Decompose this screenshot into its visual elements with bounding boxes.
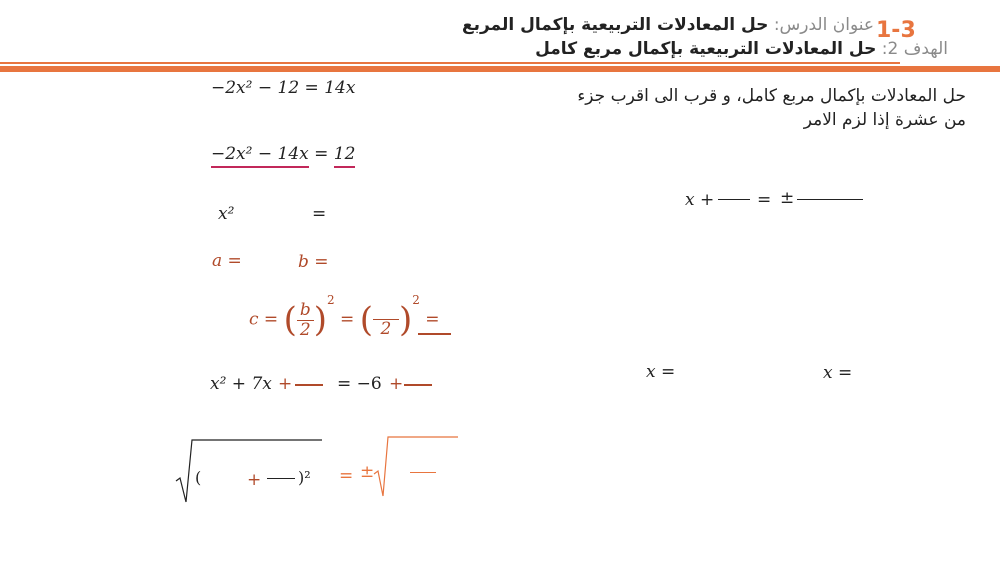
c-fraction-den: 2 — [299, 319, 311, 340]
c-exponent-2: 2 — [412, 292, 420, 307]
equation-6-plus-minus: ± — [360, 462, 375, 482]
equation-3-left: x² — [218, 204, 235, 224]
instruction-line-1: حل المعادلات بإكمال مربع كامل، و قرب الى اقرب جزء — [577, 86, 966, 106]
lesson-number: 1-3 — [876, 18, 916, 43]
c-fraction-den-2: 2 — [380, 319, 392, 340]
equation-5-plus-2: + — [389, 374, 404, 394]
right-plus-minus: ± — [780, 188, 795, 208]
equation-5-mid: = −6 — [337, 374, 382, 394]
lesson-title-row — [462, 15, 874, 35]
c-fraction-b-over-2 — [297, 301, 314, 339]
c-answer-blank — [418, 333, 451, 335]
c-equals-2: = — [340, 309, 355, 330]
lesson-label: عنوان الدرس: — [773, 15, 874, 35]
equation-2-equals: = — [314, 144, 329, 164]
right-equals: = — [757, 190, 772, 210]
c-fraction-num-blank — [373, 301, 399, 320]
equation-6-right-blank — [410, 472, 436, 473]
equation-6-blank — [267, 478, 295, 479]
equation-6-close: )² — [298, 468, 311, 487]
equation-6-open: ( — [195, 468, 202, 487]
goal-label: الهدف 2: — [881, 39, 948, 59]
right-blank-2 — [797, 199, 863, 200]
goal-title: حل المعادلات التربيعية بإكمال مربع كامل — [535, 39, 877, 59]
c-equals-3: = — [425, 309, 440, 330]
a-label: a = — [212, 251, 242, 271]
equation-1: −2x² − 12 = 14x — [211, 78, 356, 98]
equation-2-left: −2x² − 14x — [211, 144, 309, 168]
header-divider-thin — [0, 62, 900, 64]
c-formula — [249, 292, 440, 340]
equation-6-equals: = — [339, 466, 354, 486]
right-blank-1 — [718, 199, 750, 200]
solution-2: x = — [823, 363, 853, 383]
goal-row — [535, 39, 948, 59]
solution-1: x = — [646, 362, 676, 382]
c-paren-open-2: ( — [359, 300, 373, 340]
c-fraction-blank-over-2 — [373, 301, 399, 339]
equation-5-left: x² + 7x — [210, 374, 272, 394]
header-divider — [0, 66, 1000, 72]
lesson-title: حل المعادلات التربيعية بإكمال المربع — [461, 15, 769, 35]
b-label: b = — [298, 252, 329, 272]
c-paren-open: ( — [283, 300, 297, 340]
c-label: c = — [249, 309, 279, 330]
equation-3-equals: = — [312, 204, 327, 224]
equation-2 — [211, 144, 355, 164]
equation-5-blank-1 — [295, 384, 323, 386]
c-fraction-num: b — [297, 301, 314, 321]
c-exponent: 2 — [327, 292, 335, 307]
equation-5-plus: + — [278, 374, 293, 394]
right-x-plus: x + — [685, 190, 715, 210]
instruction-line-2: من عشرة إذا لزم الامر — [803, 110, 966, 130]
equation-2-right: 12 — [334, 144, 356, 168]
sqrt-right-symbol — [372, 434, 462, 500]
equation-5-blank-2 — [404, 384, 432, 386]
c-paren-close-2: ) — [398, 300, 413, 340]
equation-6-plus: + — [247, 470, 262, 490]
c-paren-close: ) — [313, 300, 327, 340]
